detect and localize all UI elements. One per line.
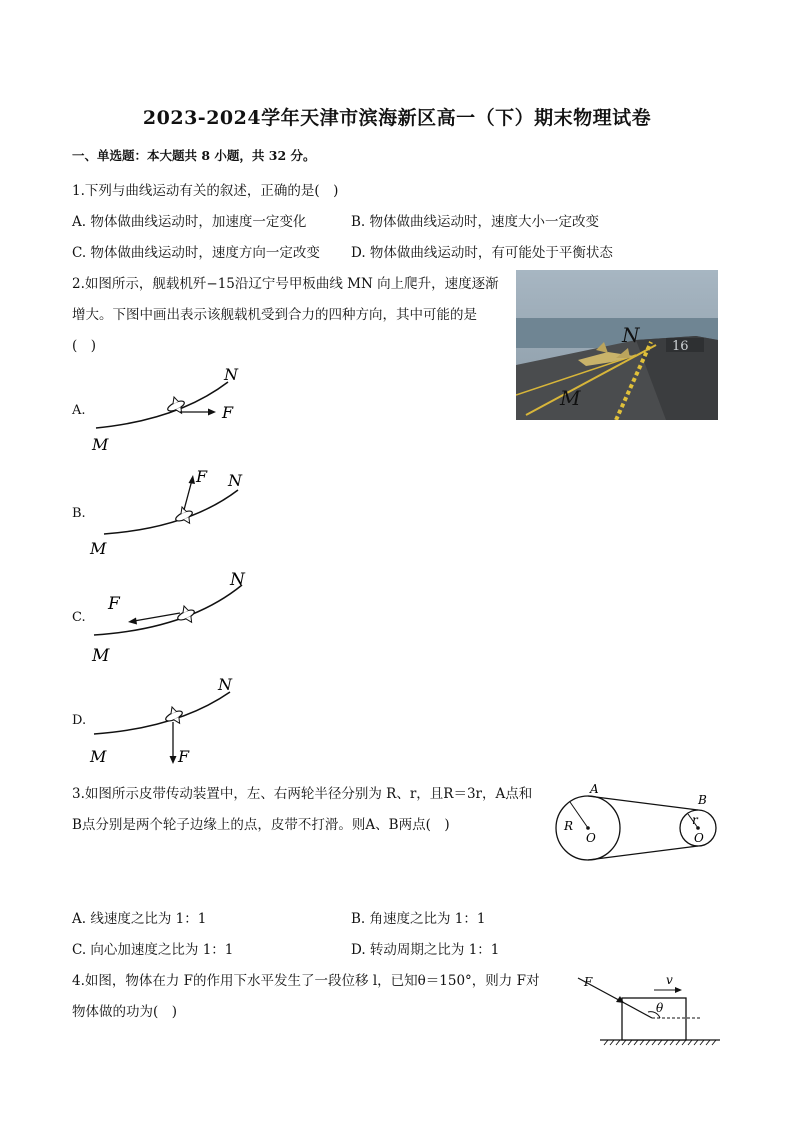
label-n: N xyxy=(224,365,238,384)
q2-figure-a xyxy=(88,360,258,460)
belt-top xyxy=(588,796,698,810)
q1-option-a: A. 物体做曲线运动时，加速度一定变化 xyxy=(72,214,307,230)
q2-stem-line-2: 增大。下图中画出表示该舰载机受到合力的四种方向，其中可能的是 xyxy=(72,307,477,323)
label-b: B xyxy=(698,793,707,807)
q2-figure-b xyxy=(88,460,258,560)
q2-stem-line-3: ( ) xyxy=(72,338,97,354)
label-f: F xyxy=(222,403,234,422)
belt-drive-figure xyxy=(548,780,728,870)
q2-option-c-label: C. xyxy=(72,610,86,625)
ground-hatch xyxy=(604,1040,716,1045)
label-n: N xyxy=(230,570,245,590)
label-v: v xyxy=(666,973,673,987)
q2-figure-c xyxy=(88,563,258,663)
force-arrow xyxy=(134,613,180,621)
force-arrow xyxy=(184,480,192,510)
photo-label-n: N xyxy=(622,323,640,347)
q3-option-c: C. 向心加速度之比为 1：1 xyxy=(72,942,234,958)
jet-icon xyxy=(164,394,188,418)
q3-option-b: B. 角速度之比为 1：1 xyxy=(351,911,486,927)
jet-icon xyxy=(174,603,198,627)
force-on-block-figure xyxy=(574,960,724,1050)
q4-stem-line-1: 4.如图，物体在力 F的作用下水平发生了一段位移 l，已知θ＝150°，则力 F对 xyxy=(72,973,540,989)
carrier-deck-photo xyxy=(516,270,718,420)
q2-stem-line-1: 2.如图所示，舰载机歼−15沿辽宁号甲板曲线 MN 向上爬升，速度逐渐 xyxy=(72,276,499,292)
page-title: 2023-2024学年天津市滨海新区高一（下）期末物理试卷 xyxy=(142,107,652,129)
q4-stem-line-2: 物体做的功为( ) xyxy=(72,1004,178,1020)
label-a: A xyxy=(590,782,599,796)
label-theta: θ xyxy=(656,1001,664,1015)
q2-option-b-label: B. xyxy=(72,506,86,521)
label-n: N xyxy=(228,471,242,490)
q3-stem-line-1: 3.如图所示皮带传动装置中，左、右两轮半径分别为 R、r，且R＝3r，A点和 xyxy=(72,786,533,802)
label-f: F xyxy=(108,594,120,614)
label-f: F xyxy=(196,467,208,486)
photo-label-m: M xyxy=(560,386,581,410)
q1-stem: 1.下列与曲线运动有关的叙述，正确的是( ) xyxy=(72,183,339,199)
q2-option-d-label: D. xyxy=(72,713,87,728)
curve-mn xyxy=(104,490,238,534)
q1-option-c: C. 物体做曲线运动时，速度方向一定改变 xyxy=(72,245,320,261)
label-n: N xyxy=(218,675,232,694)
label-m: M xyxy=(90,747,107,766)
q3-option-a: A. 线速度之比为 1：1 xyxy=(72,911,207,927)
label-f: F xyxy=(584,975,593,989)
q3-stem-line-2: B点分别是两个轮子边缘上的点，皮带不打滑。则A、B两点( ) xyxy=(72,817,450,833)
q2-figure-d xyxy=(88,670,258,770)
q3-option-d: D. 转动周期之比为 1：1 xyxy=(351,942,500,958)
label-m: M xyxy=(90,539,107,558)
curve-mn xyxy=(94,692,230,734)
belt-bottom xyxy=(588,846,698,860)
section-heading: 一、单选题：本大题共 8 小题，共 32 分。 xyxy=(72,148,316,163)
label-m: M xyxy=(92,646,110,663)
label-o-right: O xyxy=(694,831,704,845)
label-m: M xyxy=(92,435,109,454)
label-small-r: r xyxy=(692,813,698,827)
curve-mn xyxy=(96,382,228,428)
block xyxy=(622,998,686,1040)
q2-option-a-label: A. xyxy=(72,403,86,418)
deck-number: 16 xyxy=(672,339,689,354)
label-f: F xyxy=(178,747,190,766)
q1-option-b: B. 物体做曲线运动时，速度大小一定改变 xyxy=(351,214,600,230)
q1-option-d: D. 物体做曲线运动时，有可能处于平衡状态 xyxy=(351,245,613,261)
label-o-left: O xyxy=(586,831,596,845)
label-big-r: R xyxy=(564,819,574,833)
